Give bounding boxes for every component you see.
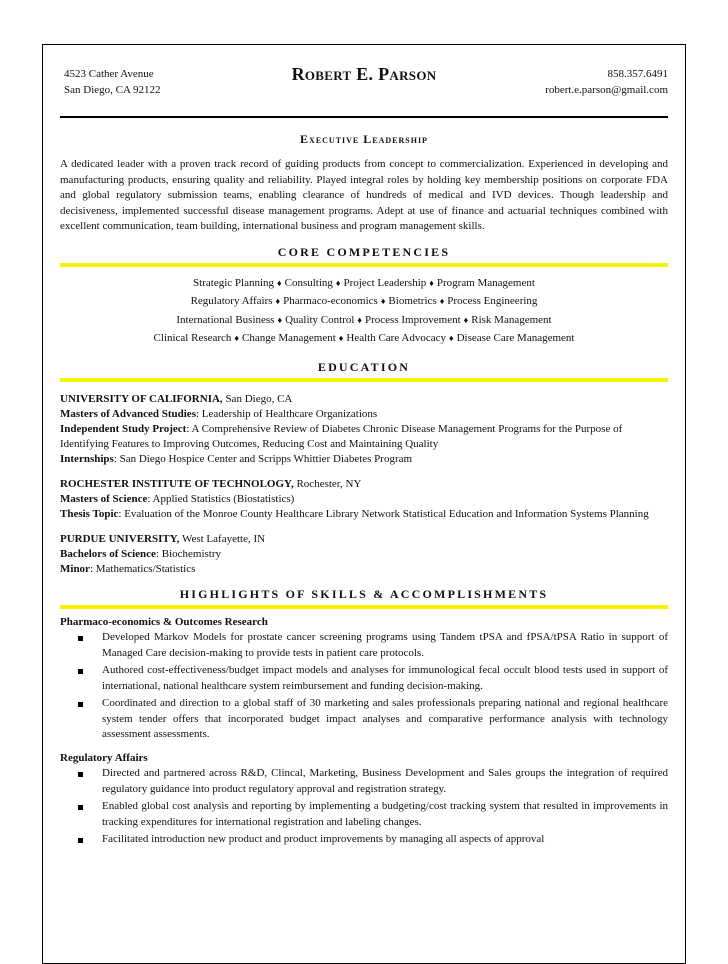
education-detail	[60, 562, 668, 577]
education-detail	[60, 422, 668, 452]
school-location: San Diego, CA	[222, 392, 293, 405]
education-entry	[60, 532, 668, 577]
education-detail-label: Minor	[60, 562, 90, 575]
school-location: Rochester, NY	[293, 477, 362, 490]
square-bullet-icon	[78, 805, 83, 810]
competency-item: Health Care Advocacy	[346, 332, 446, 344]
skill-bullet-list	[60, 766, 668, 848]
skills-title: HIGHLIGHTS OF SKILLS & ACCOMPLISHMENTS	[179, 586, 549, 601]
skill-bullet	[60, 663, 668, 694]
competency-item: Quality Control	[285, 313, 355, 326]
competency-item: Process Improvement	[365, 313, 461, 326]
competency-item: Biometrics	[388, 295, 437, 307]
diamond-separator-icon: ♦	[277, 277, 282, 288]
education-detail	[60, 507, 668, 522]
education-detail-text: : A Comprehensive Review of Diabetes Chronic Disease Management Programs for the Purpose of Identifying Features to Improving Outcomes, Reducing Cost and Maintaining Quality	[60, 422, 623, 450]
skills-divider	[60, 605, 668, 609]
skills-list	[60, 615, 668, 848]
school-line	[60, 477, 668, 492]
school-location: West Lafayette, IN	[179, 532, 266, 545]
skill-bullet-text: Directed and partnered across R&D, Clincal, Marketing, Business Development and Sales groups the integration of required regulatory guidance into product regulatory approval and registration strategy.	[102, 767, 668, 795]
school-line	[60, 392, 668, 407]
competency-item: Project Leadership	[343, 276, 427, 289]
competency-item: Risk Management	[471, 313, 552, 326]
diamond-separator-icon: ♦	[335, 277, 341, 288]
education-list	[60, 392, 668, 577]
competency-item: Clinical Research	[153, 332, 232, 344]
education-detail	[60, 407, 668, 422]
skill-bullet	[60, 630, 668, 661]
education-title: EDUCATION	[317, 359, 411, 374]
square-bullet-icon	[78, 669, 83, 674]
education-detail-text: : Applied Statistics (Biostatistics)	[147, 492, 295, 505]
education-detail-label: Bachelors of Science	[60, 547, 156, 560]
school-name: ROCHESTER INSTITUTE OF TECHNOLOGY,	[60, 477, 294, 490]
address-line2: San Diego, CA 92122	[64, 84, 161, 96]
competency-item: Strategic Planning	[193, 276, 275, 289]
executive-title: Executive Leadership	[300, 132, 428, 146]
diamond-separator-icon: ♦	[338, 333, 344, 343]
skill-bullet-text: Coordinated and direction to a global staff of 30 marketing and sales professionals preparing national and regional healthcare system tender offers that incorporated budget impact analyses and comparative performance analysis with technology assessment assessments.	[102, 697, 668, 740]
education-detail-text: : San Diego Hospice Center and Scripps Whittier Diabetes Program	[113, 452, 413, 465]
competency-row	[60, 311, 668, 330]
skill-bullet-text: Enabled global cost analysis and reporting by implementing a budgeting/cost tracking system that resulted in improvements in tracking expenditures for international registration and labeling changes.	[102, 800, 668, 828]
competency-row	[60, 274, 668, 293]
skill-bullet	[60, 766, 668, 797]
competencies-divider	[60, 263, 668, 267]
skill-bullet-text: Authored cost-effectiveness/budget impact models and analyses for immunological fecal occult blood tests used in support of international, national healthcare system reimbursement and funding decision-making.	[102, 664, 668, 692]
competencies-title: CORE COMPETENCIES	[277, 244, 451, 259]
skill-bullet-text: Developed Markov Models for prostate cancer screening programs using Tandem tPSA and fPSA/tPSA Ratio in support of Managed Care decision-making to provide tests in patient care protocols.	[102, 631, 668, 659]
education-detail-text: : Leadership of Healthcare Organizations	[195, 407, 378, 420]
competency-item: Change Management	[242, 332, 336, 344]
education-entry	[60, 392, 668, 467]
diamond-separator-icon: ♦	[357, 314, 363, 325]
competency-row	[60, 329, 668, 348]
resume-header	[60, 58, 668, 118]
square-bullet-icon	[78, 636, 83, 641]
education-detail-text: : Biochemistry	[155, 547, 222, 560]
education-detail	[60, 492, 668, 507]
diamond-separator-icon: ♦	[439, 296, 445, 306]
competency-item: Pharmaco-economics	[283, 295, 378, 307]
education-detail	[60, 547, 668, 562]
address-line1: 4523 Cather Avenue	[64, 68, 154, 80]
competency-item: Disease Care Management	[456, 332, 575, 344]
diamond-separator-icon: ♦	[277, 314, 283, 325]
education-detail-text: : Mathematics/Statistics	[89, 562, 196, 575]
education-detail-label: Masters of Science	[60, 492, 148, 505]
diamond-separator-icon: ♦	[380, 296, 386, 306]
competency-item: Consulting	[284, 276, 333, 289]
square-bullet-icon	[78, 702, 83, 707]
candidate-name: Robert E. Parson	[291, 64, 437, 84]
resume-page	[60, 58, 668, 850]
diamond-separator-icon: ♦	[429, 277, 434, 288]
square-bullet-icon	[78, 772, 83, 777]
skill-bullet	[60, 799, 668, 830]
executive-summary: A dedicated leader with a proven track record of guiding products from concept to commercialization. Experienced in developing and manufacturing products, ensuring quality and reliability. Played integral roles by holding key membership positions on corporate FDA and global regulatory submission teams, enabling clearance of hundreds of medical and IVD devices. Though leadership and decisiveness, implemented successful disease management programs. Adept at use of finance and actuarial techniques combined with excellent communication, team building, international business and program management skills.	[60, 158, 668, 232]
education-entry	[60, 477, 668, 522]
skill-category-title: Regulatory Affairs	[60, 751, 148, 764]
education-detail-text: : Evaluation of the Monroe County Healthcare Library Network Statistical Education and Information Systems Planning	[118, 507, 649, 520]
contact-block	[545, 66, 668, 98]
diamond-separator-icon: ♦	[448, 333, 454, 343]
competency-item: Regulatory Affairs	[190, 295, 273, 307]
education-detail-label: Thesis Topic	[60, 507, 119, 520]
school-line	[60, 532, 668, 547]
skill-bullet-text: Facilitated introduction new product and product improvements by managing all aspects of approval	[102, 833, 545, 845]
competency-item: Program Management	[436, 276, 535, 289]
diamond-separator-icon: ♦	[234, 333, 240, 343]
education-detail-label: Masters of Advanced Studies	[60, 407, 196, 420]
skill-category-title: Pharmaco-economics & Outcomes Research	[60, 615, 268, 628]
competency-item: Process Engineering	[447, 295, 538, 307]
education-divider	[60, 378, 668, 382]
skill-bullet-list	[60, 630, 668, 743]
diamond-separator-icon: ♦	[275, 296, 281, 306]
email-address: robert.e.parson@gmail.com	[545, 84, 668, 96]
education-detail	[60, 452, 668, 467]
school-name: UNIVERSITY OF CALIFORNIA,	[60, 392, 223, 405]
competencies-list	[60, 274, 668, 348]
square-bullet-icon	[78, 838, 83, 843]
education-detail-label: Independent Study Project	[60, 422, 187, 435]
diamond-separator-icon: ♦	[463, 314, 469, 325]
skill-bullet	[60, 696, 668, 743]
phone-number: 858.357.6491	[607, 68, 668, 80]
competency-item: International Business	[176, 313, 275, 326]
school-name: PURDUE UNIVERSITY,	[60, 532, 180, 545]
competency-row	[60, 292, 668, 311]
skill-bullet	[60, 832, 668, 848]
education-detail-label: Internships	[60, 452, 114, 465]
